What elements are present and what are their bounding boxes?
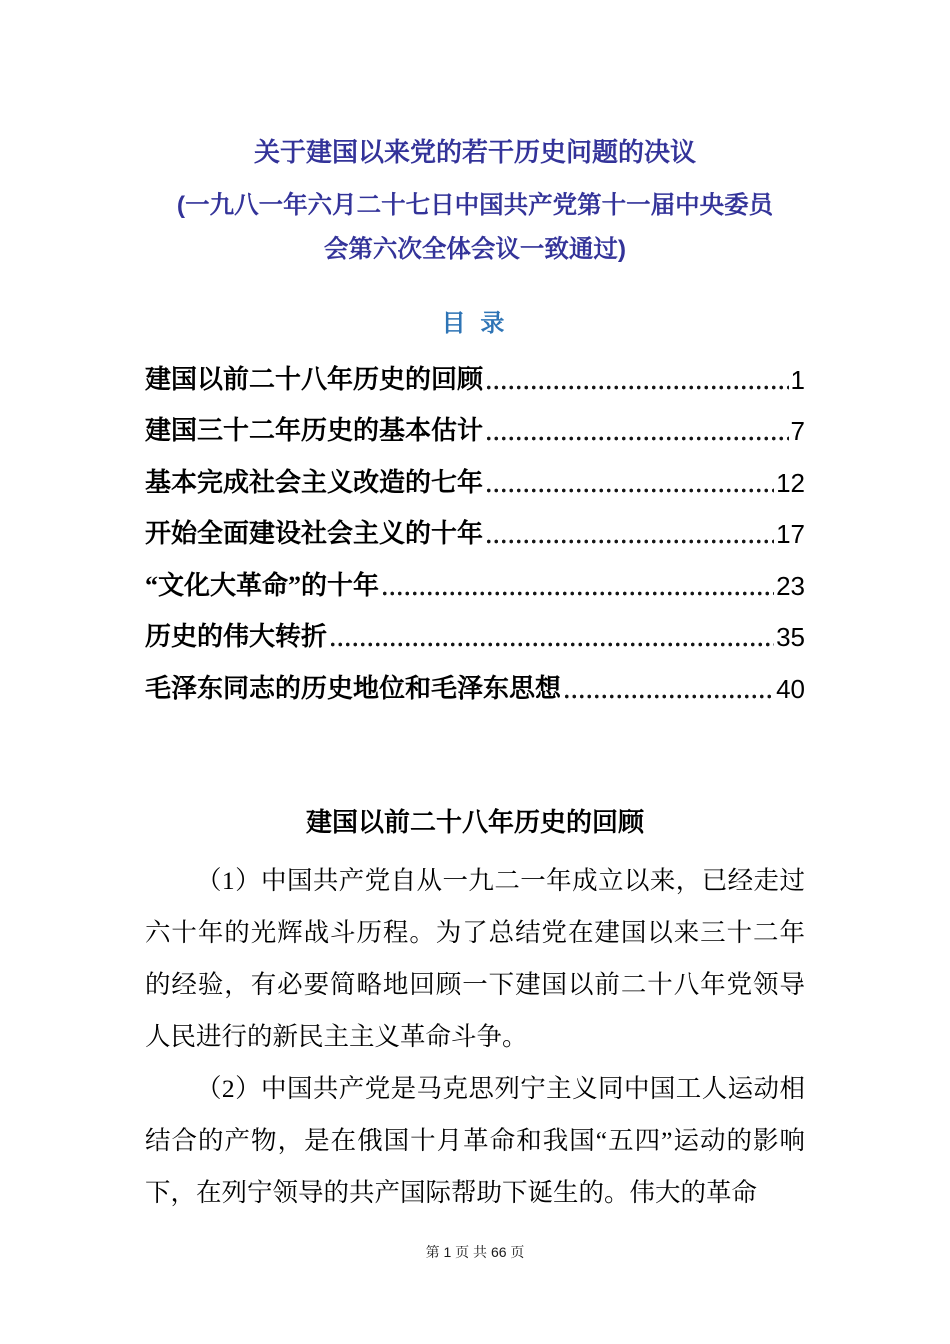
toc-entry[interactable] <box>145 505 805 557</box>
page-footer: 第 1 页 共 66 页 <box>425 1244 525 1260</box>
body-paragraph: （1）中国共产党自从一九二一年成立以来，已经走过六十年的光辉战斗历程。为了总结党在建国以来三十二年的经验，有必要简略地回顾一下建国以前二十八年党领导人民进行的新民主主义革命斗争。 <box>145 865 805 1051</box>
toc-entry-page: 35 <box>776 622 805 652</box>
toc-entry[interactable] <box>145 556 805 608</box>
body-paragraph: （2）中国共产党是马克思列宁主义同中国工人运动相结合的产物，是在俄国十月革命和我国“五四”运动的影响下，在列宁领导的共产国际帮助下诞生的。伟大的革命 <box>145 1073 805 1207</box>
toc-dot-leader <box>485 385 789 390</box>
toc-entry-label: 毛泽东同志的历史地位和毛泽东思想 <box>145 673 562 703</box>
toc-entry-label: “文化大革命”的十年 <box>145 570 380 600</box>
toc-dot-leader <box>485 488 774 493</box>
toc-entry-page: 17 <box>776 519 805 549</box>
toc-entry-label: 开始全面建设社会主义的十年 <box>145 519 484 548</box>
toc-dot-leader <box>329 642 774 647</box>
toc-entry-label: 基本完成社会主义改造的七年 <box>145 467 484 497</box>
document-subtitle-line2: 会第六次全体会议一致通过) <box>323 236 627 263</box>
toc-entry[interactable] <box>145 659 805 711</box>
toc-dot-leader <box>485 436 789 441</box>
toc-entry-label: 建国三十二年历史的基本估计 <box>145 416 484 445</box>
toc-entry-page: 40 <box>776 673 805 704</box>
toc-entry[interactable] <box>145 350 805 402</box>
section-heading: 建国以前二十八年历史的回顾 <box>305 807 644 837</box>
document-title: 关于建国以来党的若干历史问题的决议 <box>253 137 696 167</box>
toc-entry-page: 1 <box>790 364 805 395</box>
toc-entry-page: 12 <box>776 467 805 498</box>
toc-entry-label: 建国以前二十八年历史的回顾 <box>145 364 484 394</box>
toc-dot-leader <box>485 539 774 544</box>
toc-entry[interactable] <box>145 608 805 660</box>
table-of-contents <box>145 350 805 711</box>
toc-entry-page: 23 <box>776 570 805 601</box>
toc-dot-leader <box>563 694 774 699</box>
body-text <box>145 855 805 1219</box>
toc-entry[interactable] <box>145 402 805 454</box>
toc-entry-label: 历史的伟大转折 <box>145 622 328 651</box>
toc-heading: 目 录 <box>441 310 509 337</box>
toc-entry[interactable] <box>145 453 805 505</box>
document-subtitle-line1: (一九八一年六月二十七日中国共产党第十一届中央委员 <box>176 192 774 219</box>
toc-dot-leader <box>381 591 774 596</box>
toc-entry-page: 7 <box>790 416 805 446</box>
